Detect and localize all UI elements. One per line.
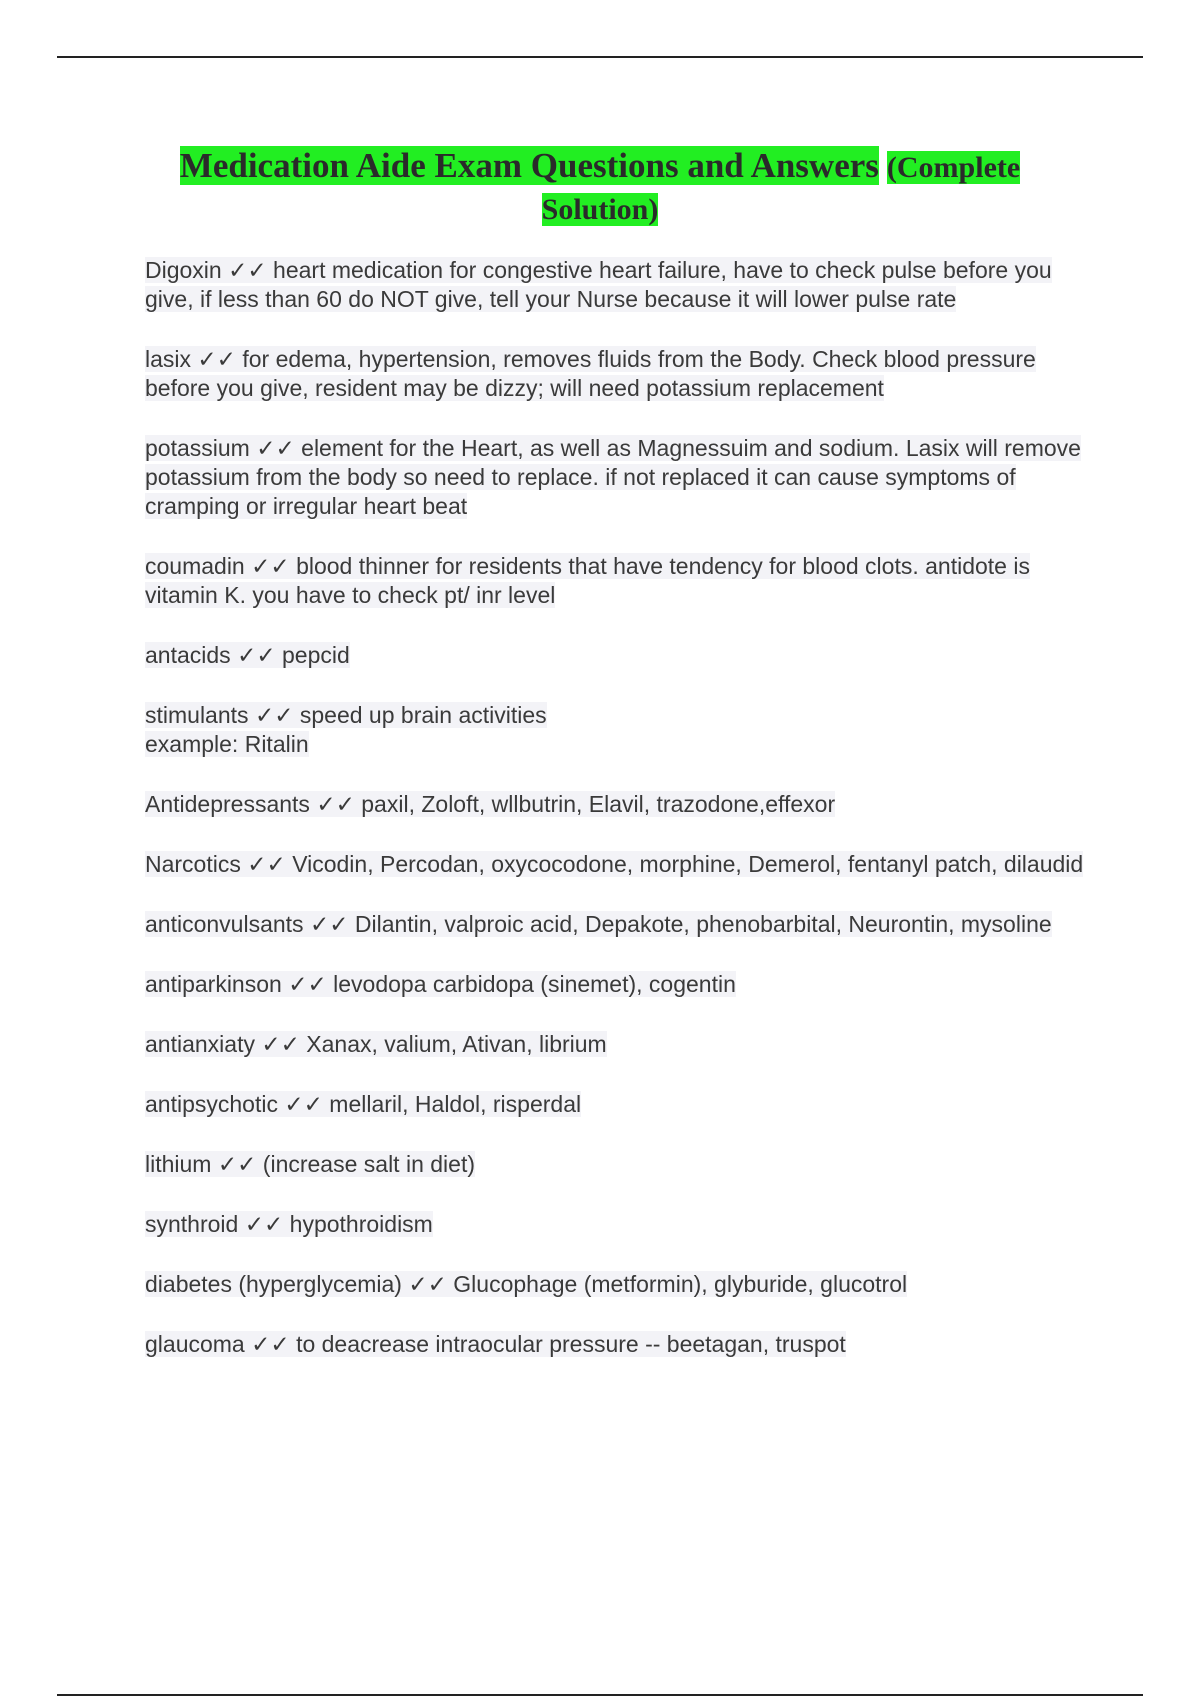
qa-definition: mellaril, Haldol, risperdal	[329, 1091, 582, 1117]
title-main: Medication Aide Exam Questions and Answers	[179, 146, 879, 185]
qa-entry-text	[145, 435, 1081, 519]
check-mark-icon: ✓✓	[261, 1031, 300, 1057]
qa-definition: Dilantin, valproic acid, Depakote, phenobarbital, Neurontin, mysoline	[354, 911, 1052, 937]
check-mark-icon: ✓✓	[247, 851, 286, 877]
check-mark-icon: ✓✓	[228, 257, 267, 283]
qa-term: Narcotics	[145, 851, 241, 877]
check-mark-icon: ✓✓	[251, 1331, 290, 1357]
qa-entry	[145, 1330, 1090, 1359]
title-sub: (Complete Solution)	[541, 151, 1021, 226]
check-mark-icon: ✓✓	[254, 702, 294, 728]
check-mark-icon: ✓✓	[288, 971, 327, 997]
qa-definition: heart medication for congestive heart failure, have to check pulse before you give, if less than 60 do NOT give, tell your Nurse because it will lower pulse rate	[145, 257, 1052, 312]
qa-term: coumadin	[145, 553, 245, 579]
qa-term: antianxiaty	[145, 1031, 255, 1057]
qa-entry	[145, 345, 1090, 403]
document-title	[150, 146, 1050, 230]
qa-definition: levodopa carbidopa (sinemet), cogentin	[333, 971, 736, 997]
check-mark-icon: ✓✓	[244, 1211, 284, 1237]
qa-term: lithium	[145, 1151, 212, 1177]
check-mark-icon: ✓✓	[309, 911, 349, 937]
qa-entry	[145, 1270, 1090, 1299]
qa-definition: paxil, Zoloft, wllbutrin, Elavil, trazodone,effexor	[361, 791, 836, 817]
qa-term: potassium	[145, 435, 250, 461]
qa-entry-text	[145, 642, 350, 668]
qa-term: diabetes (hyperglycemia)	[145, 1271, 402, 1297]
qa-entry	[145, 701, 1090, 759]
qa-entry	[145, 641, 1090, 670]
qa-entry	[145, 910, 1090, 939]
qa-entry-text	[145, 971, 736, 997]
qa-definition: speed up brain activities example: Ritalin	[145, 702, 547, 757]
check-mark-icon: ✓✓	[251, 553, 290, 579]
qa-term: stimulants	[145, 702, 249, 728]
qa-term: antiparkinson	[145, 971, 282, 997]
qa-entry	[145, 970, 1090, 999]
qa-list	[145, 256, 1090, 1390]
qa-entry-text	[145, 346, 1036, 401]
qa-entry	[145, 790, 1090, 819]
qa-definition: pepcid	[282, 642, 350, 668]
qa-term: Digoxin	[145, 257, 222, 283]
qa-definition: (increase salt in diet)	[262, 1151, 475, 1177]
qa-entry	[145, 434, 1090, 521]
check-mark-icon: ✓✓	[217, 1151, 257, 1177]
qa-entry-text	[145, 1331, 846, 1357]
qa-entry-text	[145, 702, 547, 757]
qa-definition: Xanax, valium, Ativan, librium	[306, 1031, 607, 1057]
bottom-rule	[57, 1694, 1143, 1696]
qa-term: antipsychotic	[145, 1091, 278, 1117]
qa-term: Antidepressants	[145, 791, 310, 817]
qa-definition: element for the Heart, as well as Magnessuim and sodium. Lasix will remove potassium from the body so need to replace. if not replaced it can cause symptoms of cramping or irregular heart beat	[145, 435, 1081, 519]
qa-term: antacids	[145, 642, 231, 668]
qa-entry-text	[145, 851, 1083, 877]
qa-entry	[145, 552, 1090, 610]
check-mark-icon: ✓✓	[256, 435, 295, 461]
qa-entry-text	[145, 911, 1052, 937]
qa-term: lasix	[145, 346, 192, 372]
qa-entry	[145, 1090, 1090, 1119]
check-mark-icon: ✓✓	[284, 1091, 323, 1117]
qa-term: synthroid	[145, 1211, 239, 1237]
qa-entry-text	[145, 553, 1030, 608]
qa-definition: blood thinner for residents that have tendency for blood clots. antidote is vitamin K. you have to check pt/ inr level	[145, 553, 1030, 608]
qa-definition: to deacrease intraocular pressure -- beetagan, truspot	[296, 1331, 846, 1357]
qa-entry-text	[145, 791, 835, 817]
qa-entry-text	[145, 1091, 581, 1117]
check-mark-icon: ✓✓	[316, 791, 355, 817]
check-mark-icon: ✓✓	[408, 1271, 447, 1297]
check-mark-icon: ✓✓	[197, 346, 236, 372]
qa-entry-text	[145, 257, 1052, 312]
qa-entry	[145, 1030, 1090, 1059]
qa-entry	[145, 1150, 1090, 1179]
qa-entry	[145, 850, 1090, 879]
qa-entry-text	[145, 1211, 433, 1237]
qa-entry-text	[145, 1031, 607, 1057]
qa-definition: Glucophage (metformin), glyburide, glucotrol	[453, 1271, 908, 1297]
top-rule	[57, 56, 1143, 58]
qa-definition: Vicodin, Percodan, oxycocodone, morphine, Demerol, fentanyl patch, dilaudid	[292, 851, 1084, 877]
qa-entry	[145, 256, 1090, 314]
check-mark-icon: ✓✓	[237, 642, 276, 668]
qa-entry-text	[145, 1151, 475, 1177]
qa-entry-text	[145, 1271, 907, 1297]
qa-definition: for edema, hypertension, removes fluids from the Body. Check blood pressure before you give, resident may be dizzy; will need potassium replacement	[145, 346, 1036, 401]
qa-term: glaucoma	[145, 1331, 245, 1357]
qa-definition: hypothroidism	[289, 1211, 433, 1237]
qa-entry	[145, 1210, 1090, 1239]
qa-term: anticonvulsants	[145, 911, 304, 937]
